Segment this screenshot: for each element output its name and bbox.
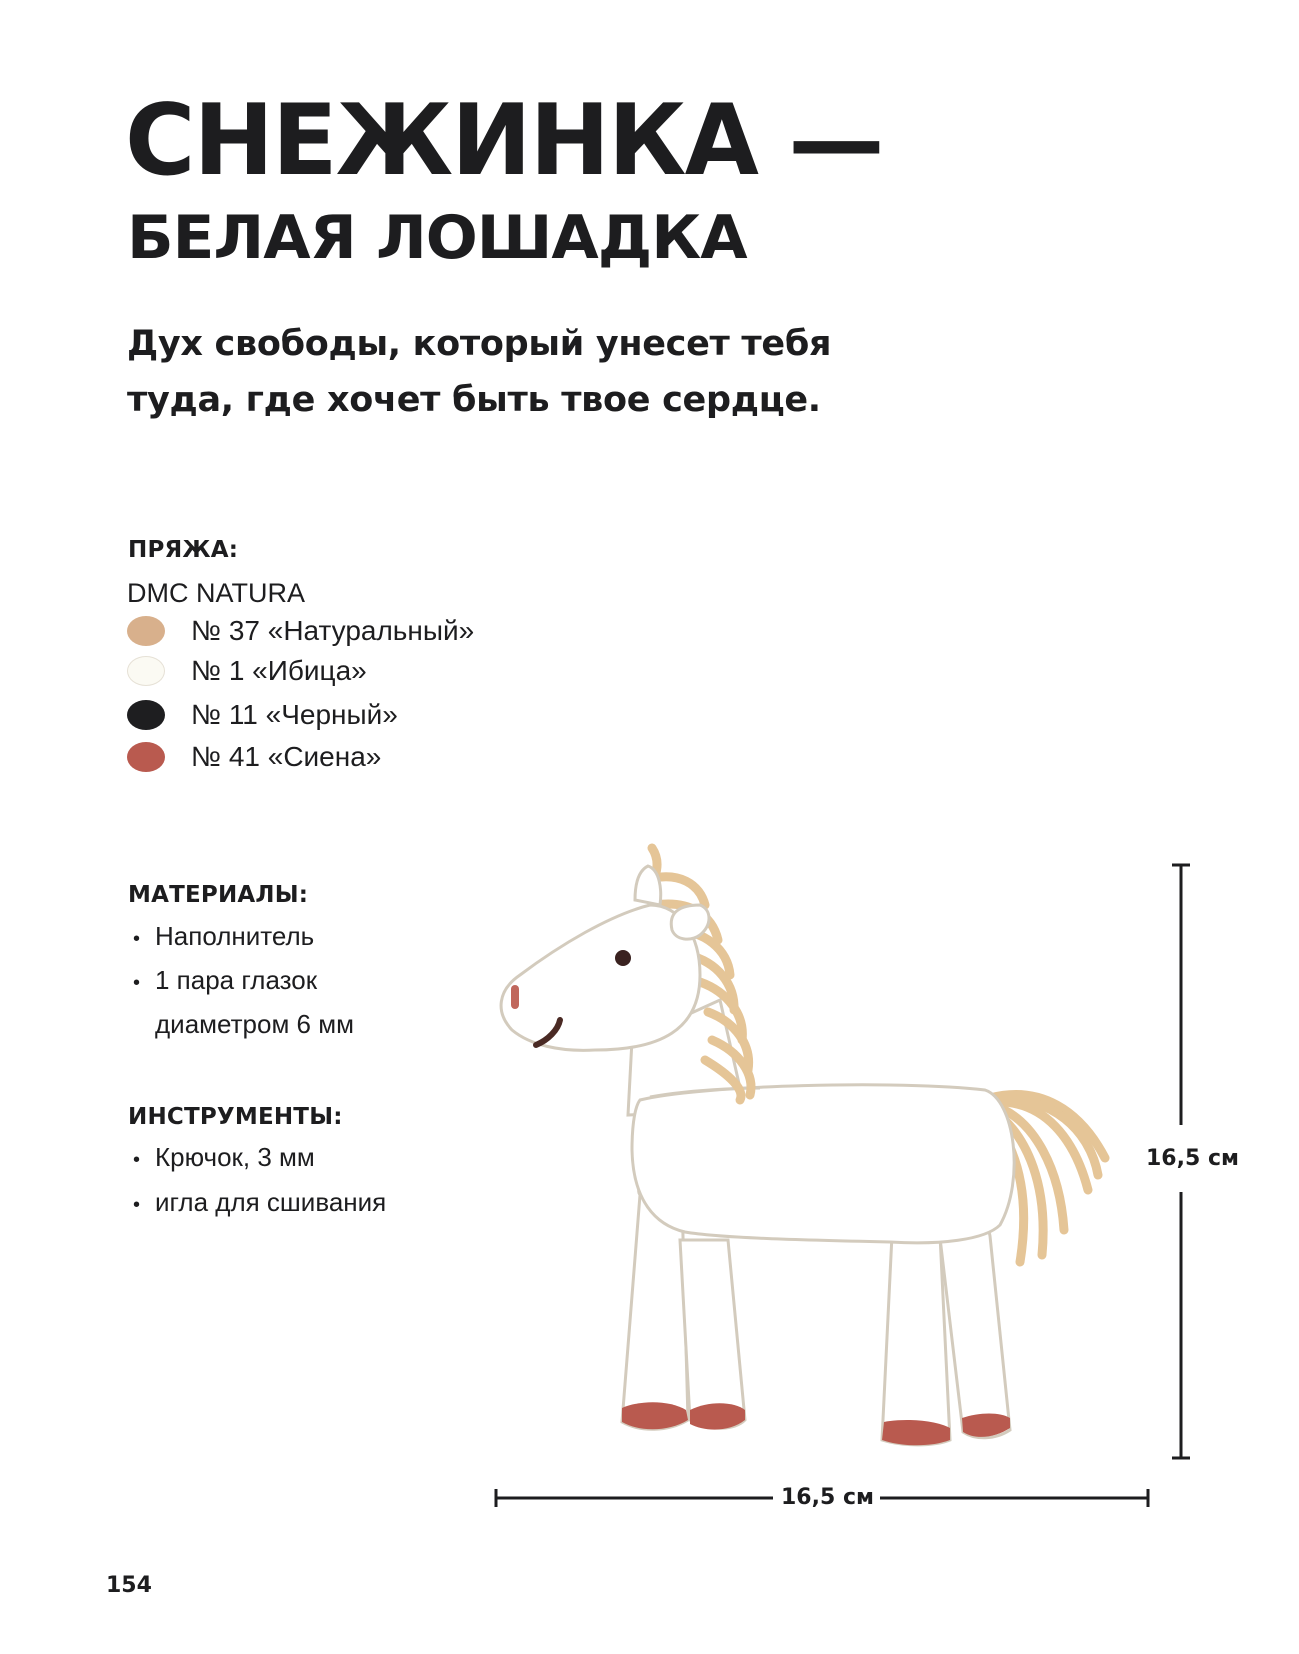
yarn-label: № 11 «Черный» (191, 699, 398, 730)
yarn-label: № 41 «Сиена» (191, 741, 382, 772)
yarn-label: № 37 «Натуральный» (191, 615, 475, 646)
materials-heading: МАТЕРИАЛЫ: (128, 882, 309, 908)
materials-item: Наполнитель (155, 921, 315, 951)
height-label: 16,5 см (1140, 1146, 1245, 1171)
ear (635, 866, 661, 905)
yarn-brand: DMC NATURA (127, 578, 305, 608)
body (632, 1085, 1014, 1243)
subtitle-line-2: туда, где хочет быть твое сердце. (127, 380, 821, 420)
tools-item: Крючок, 3 мм (155, 1142, 315, 1172)
width-label: 16,5 см (775, 1485, 880, 1510)
bullet-icon: • (133, 972, 141, 994)
tools-item: игла для сшивания (155, 1187, 387, 1217)
bullet-icon: • (133, 928, 141, 950)
materials-item: 1 пара глазок (155, 965, 318, 995)
title-line-2: БЕЛАЯ ЛОШАДКА (127, 203, 747, 273)
yarn-heading: ПРЯЖА: (128, 537, 239, 563)
bullet-icon: • (133, 1194, 141, 1216)
nostril (511, 985, 519, 1009)
subtitle-line-1: Дух свободы, который унесет тебя (127, 324, 832, 364)
materials-item: диаметром 6 мм (155, 1009, 354, 1039)
title-line-1: СНЕЖИНКА — (125, 84, 883, 198)
back-legs (882, 1215, 1010, 1445)
yarn-label: № 1 «Ибица» (191, 655, 367, 686)
page-number: 154 (106, 1573, 152, 1598)
bullet-icon: • (133, 1149, 141, 1171)
tools-heading: ИНСТРУМЕНТЫ: (128, 1104, 343, 1130)
eye (615, 950, 631, 966)
